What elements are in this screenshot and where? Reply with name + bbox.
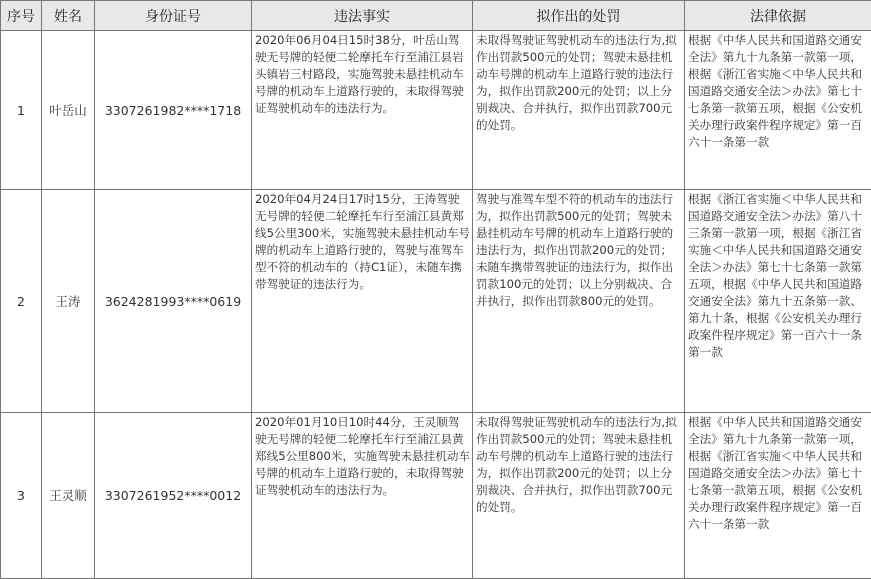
cell-fact: 2020年01月10日10时44分，王灵顺驾驶无号牌的轻便二轮摩托车行至浦江县黄郑线5公里800米，实施驾驶未悬挂机动车号牌的机动车上道路行驶的，未取得驾驶证驾驶机动车的违法行为。	[252, 413, 473, 579]
header-fact: 违法事实	[252, 1, 473, 31]
table-row	[1, 31, 871, 190]
cell-no: 3	[1, 413, 42, 579]
cell-id: 3307261952****0012	[95, 413, 252, 579]
cell-name: 王涛	[42, 190, 95, 413]
header-no: 序号	[1, 1, 42, 31]
cell-basis: 根据《中华人民共和国道路交通安全法》第九十九条第一款第一项，根据《浙江省实施＜中华人民共和国道路交通安全法＞办法》第七十七条第一款第五项，根据《公安机关办理行政案件程序规定》第一百六十一条第一款	[685, 31, 871, 190]
cell-basis: 根据《中华人民共和国道路交通安全法》第九十九条第一款第一项，根据《浙江省实施＜中华人民共和国道路交通安全法＞办法》第七十七条第一款第五项，根据《公安机关办理行政案件程序规定》第一百六十一条第一款	[685, 413, 871, 579]
table-row	[1, 190, 871, 413]
cell-id: 3624281993****0619	[95, 190, 252, 413]
header-name: 姓名	[42, 1, 95, 31]
header-id: 身份证号	[95, 1, 252, 31]
cell-fact: 2020年04月24日17时15分，王涛驾驶无号牌的轻便二轮摩托车行至浦江县黄郑线5公里300米，实施驾驶未悬挂机动车号牌的机动车上道路行驶的，驾驶与准驾车型不符的机动车的（持C1证），未随车携带驾驶证的违法行为。	[252, 190, 473, 413]
cell-penalty: 未取得驾驶证驾驶机动车的违法行为,拟作出罚款500元的处罚；驾驶未悬挂机动车号牌的机动车上道路行驶的违法行为，拟作出罚款200元的处罚；以上分别裁决、合并执行，拟作出罚款700元的处罚。	[473, 413, 685, 579]
cell-no: 2	[1, 190, 42, 413]
table-row	[1, 413, 871, 579]
cell-fact: 2020年06月04日15时38分，叶岳山驾驶无号牌的轻便二轮摩托车行至浦江县岩头镇岩三村路段，实施驾驶未悬挂机动车号牌的机动车上道路行驶的，未取得驾驶证驾驶机动车的违法行为。	[252, 31, 473, 190]
cell-no: 1	[1, 31, 42, 190]
header-basis: 法律依据	[685, 1, 871, 31]
header-row	[1, 1, 871, 31]
cell-name: 叶岳山	[42, 31, 95, 190]
table-body	[1, 31, 871, 579]
cell-penalty: 未取得驾驶证驾驶机动车的违法行为,拟作出罚款500元的处罚；驾驶未悬挂机动车号牌的机动车上道路行驶的违法行为，拟作出罚款200元的处罚；以上分别裁决、合并执行，拟作出罚款700元的处罚。	[473, 31, 685, 190]
cell-id: 3307261982****1718	[95, 31, 252, 190]
table-header	[1, 1, 871, 31]
cell-name: 王灵顺	[42, 413, 95, 579]
cell-penalty: 驾驶与准驾车型不符的机动车的违法行为，拟作出罚款500元的处罚；驾驶未悬挂机动车号牌的机动车上道路行驶的违法行为，拟作出罚款200元的处罚；未随车携带驾驶证的违法行为，拟作出罚款100元的处罚；以上分别裁决、合并执行，拟作出罚款800元的处罚。	[473, 190, 685, 413]
header-penalty: 拟作出的处罚	[473, 1, 685, 31]
cell-basis: 根据《浙江省实施＜中华人民共和国道路交通安全法＞办法》第八十三条第一款第一项，根据《浙江省实施＜中华人民共和国道路交通安全法＞办法》第七十七条第一款第五项，根据《中华人民共和国道路交通安全法》第九十五条第一款、第九十条，根据《公安机关办理行政案件程序规定》第一百六十一条第一款	[685, 190, 871, 413]
